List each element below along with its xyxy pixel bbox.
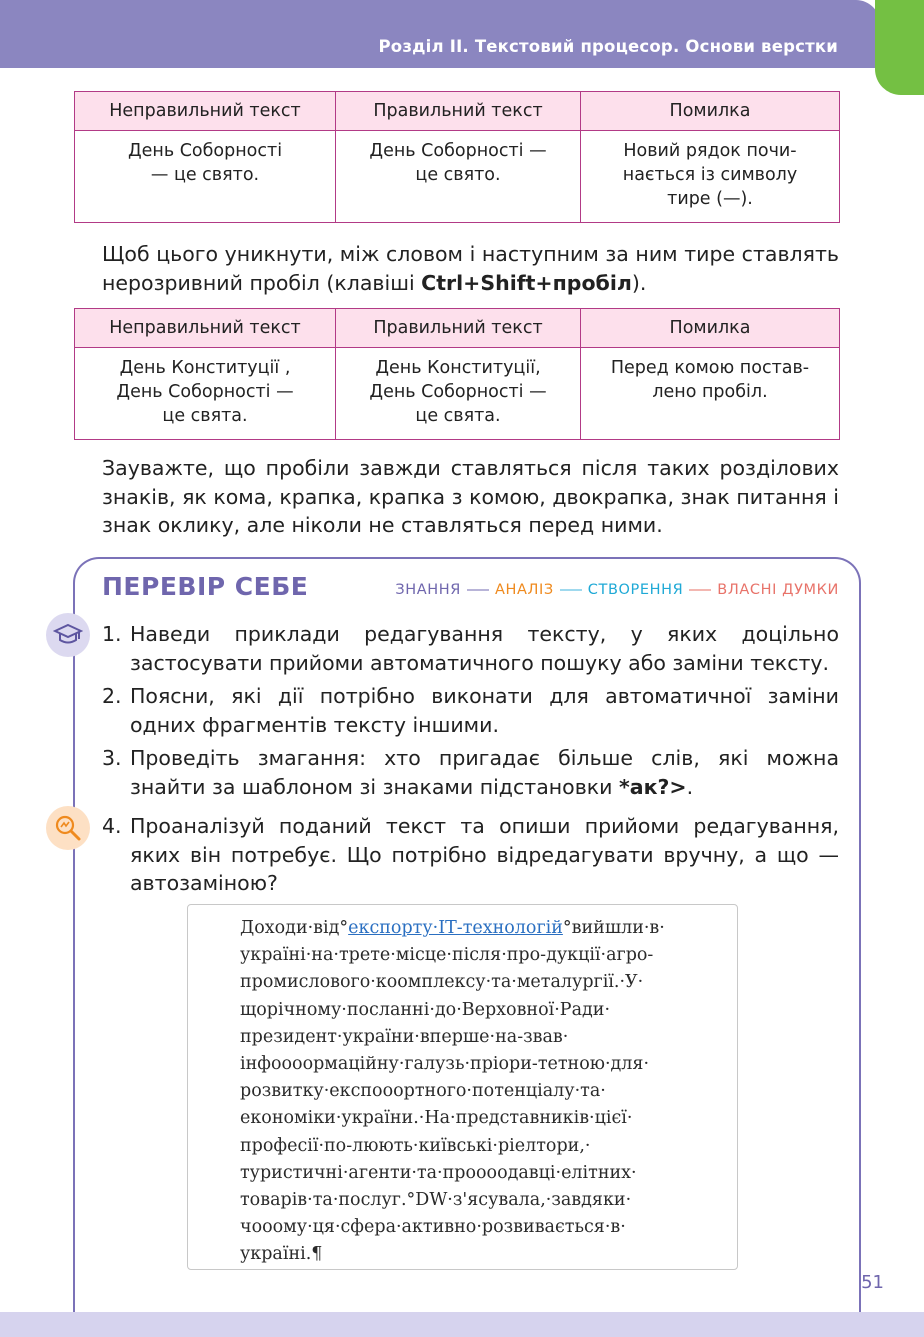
list-item <box>102 744 839 801</box>
document-text-segment: °вийшли·в· <box>562 918 665 938</box>
task-number: 3. <box>102 746 122 770</box>
level-analysis: АНАЛІЗ <box>494 582 554 598</box>
paragraph-text: ). <box>631 270 647 295</box>
table-header-cell: Неправильний текст <box>75 92 336 131</box>
task-number: 1. <box>102 622 122 646</box>
list-item <box>102 620 839 677</box>
task-list-knowledge <box>102 620 839 806</box>
table-header-cell: Помилка <box>581 309 840 348</box>
document-line: промислового·коомплексу·та·металургії.·У· <box>240 972 644 993</box>
list-item <box>102 682 839 739</box>
list-item <box>102 812 839 898</box>
table-header-cell: Правильний текст <box>336 309 581 348</box>
level-knowledge: ЗНАННЯ <box>395 582 461 598</box>
document-line: чооому·ця·сфера·активно·розвивається·в· <box>240 1217 626 1238</box>
table-header-cell: Правильний текст <box>336 92 581 131</box>
paragraph-punctuation-spaces: Зауважте, що пробіли завжди ставляться після таких розділових знаків, як кома, крапка, крапка з комою, двокрапка, знак питання і знак оклику, але ніколи не ставляться перед ними. <box>102 456 839 537</box>
footer-bar <box>0 1312 924 1337</box>
task-text: Наведи приклади редагування тексту, у яких доцільно застосувати прийоми автоматичного пошуку або заміни тексту. <box>130 622 839 675</box>
document-line: професії·по-люють·київські·ріелтори,· <box>240 1135 591 1156</box>
task-text: . <box>686 774 694 799</box>
paragraph-text: Щоб цього уникнути, між словом і наступним за ним тире ставлять нерозривний пробіл (клавіші <box>102 242 839 295</box>
task-list-analysis <box>102 812 839 903</box>
level-creation: СТВОРЕННЯ <box>587 582 684 598</box>
wildcard-pattern: *ак?> <box>619 774 687 799</box>
incorrect-text-cell: День Конституції , День Соборності — це свята. <box>75 348 336 440</box>
document-line: україні·на·трете·місце·після·про-дукції·агро- <box>240 945 654 966</box>
paragraph-nonbreaking-space <box>102 240 839 297</box>
document-line: україні.¶ <box>240 1244 323 1265</box>
comparison-table-1 <box>74 91 840 223</box>
section-title: Розділ II. Текстовий процесор. Основи верстки <box>378 37 838 56</box>
document-line: інфоооормаційну·галузь·пріори-тетною·для· <box>240 1054 650 1075</box>
shortcut-keys: Ctrl+Shift+пробіл <box>421 270 632 295</box>
correct-text-cell: День Соборності — це свято. <box>336 131 581 223</box>
document-line: економіки·україни.·На·представників·цієї· <box>240 1108 633 1129</box>
document-text <box>240 915 710 1269</box>
task-number: 2. <box>102 684 122 708</box>
check-yourself-title: ПЕРЕВІР СЕБЕ <box>102 572 309 601</box>
document-text-segment: Доходи·від° <box>240 918 349 938</box>
correct-text-cell: День Конституції, День Соборності — це свята. <box>336 348 581 440</box>
skill-levels <box>395 582 839 598</box>
level-separator <box>689 589 711 591</box>
error-description-cell: Перед комою постав- лено пробіл. <box>581 348 840 440</box>
document-line: розвитку·експооортного·потенціалу·та· <box>240 1081 606 1102</box>
graduation-cap-icon <box>46 613 90 657</box>
document-line: президент·україни·вперше·на-звав· <box>240 1026 569 1047</box>
table-header-cell: Помилка <box>581 92 840 131</box>
level-own-thoughts: ВЛАСНІ ДУМКИ <box>717 582 839 598</box>
document-screenshot <box>187 904 738 1270</box>
chapter-tab <box>875 0 924 95</box>
table-row <box>75 348 840 440</box>
document-line: щорічному·посланні·до·Верховної·Ради· <box>240 999 611 1020</box>
magnifier-analysis-icon <box>46 806 90 850</box>
page-number: 51 <box>861 1272 884 1293</box>
document-hyperlink: експорту·ІТ-технологій <box>348 918 563 938</box>
table-header-cell: Неправильний текст <box>75 309 336 348</box>
table-row <box>75 131 840 223</box>
error-description-cell: Новий рядок почи- нається із символу тире (—). <box>581 131 840 223</box>
task-text: Поясни, які дії потрібно виконати для автоматичної заміни одних фрагментів тексту іншими. <box>130 684 839 737</box>
table-header-row <box>75 92 840 131</box>
document-line: товарів·та·послуг.°DW·з'ясувала,·завдяки· <box>240 1190 632 1211</box>
level-separator <box>467 589 489 591</box>
comparison-table-2 <box>74 308 840 440</box>
task-text: Проаналізуй поданий текст та опиши прийоми редагування, яких він потребує. Що потрібно відредагувати вручну, а що — автозаміною? <box>130 814 839 895</box>
incorrect-text-cell: День Соборності — це свято. <box>75 131 336 223</box>
header-bar <box>0 0 880 68</box>
task-number: 4. <box>102 814 122 838</box>
level-separator <box>560 589 582 591</box>
task-text: Проведіть змагання: хто пригадає більше слів, які можна знайти за шаблоном зі знаками підстановки <box>130 746 839 799</box>
document-line: туристичні·агенти·та·проооодавці·елітних· <box>240 1162 637 1183</box>
table-header-row <box>75 309 840 348</box>
